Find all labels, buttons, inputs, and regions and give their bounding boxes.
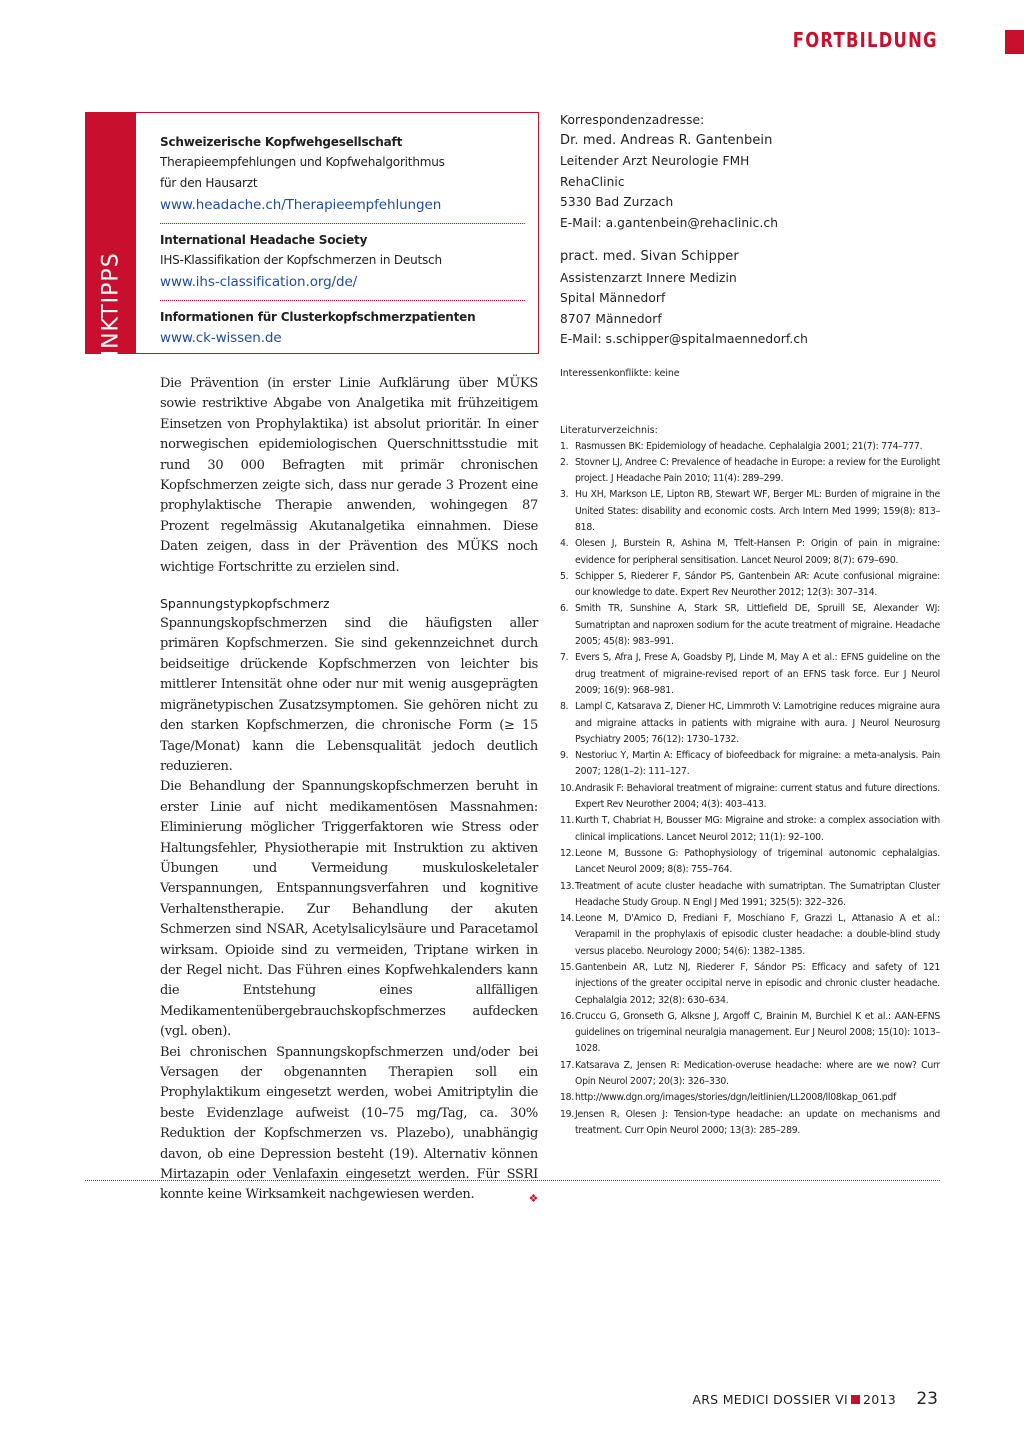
reference-text: Nestoriuc Y, Martin A: Efficacy of biofeedback for migraine: a meta-analysis. Pain 2007; 128(1–2): 111–127. — [575, 750, 940, 778]
reference-text: Evers S, Afra J, Frese A, Goadsby PJ, Linde M, May A et al.: EFNS guideline on the drug treatment of migraine-revised report of an EFNS task force. Eur J Neurol 2009; 16(9): 968–981. — [575, 652, 940, 696]
reference-number: 9. — [560, 750, 569, 762]
reference-text: Smith TR, Sunshine A, Stark SR, Littlefield DE, Spruill SE, Alexander WJ: Sumatriptan and naproxen sodium for the acute treatment of migraine. Headache 2005; 45(8): 983–991. — [575, 603, 940, 648]
reference-number: 4. — [560, 538, 569, 550]
reference-item — [560, 748, 940, 781]
reference-number: 13. — [560, 880, 575, 892]
linktip-entry — [160, 307, 525, 356]
linktip-name: Informationen für Clusterkopfschmerzpatienten — [160, 310, 476, 324]
section-title: FORTBILDUNG — [793, 28, 938, 52]
section-heading: Spannungstypkopfschmerz — [160, 596, 330, 612]
sidebar-column — [560, 110, 940, 1139]
linktip-name: International Headache Society — [160, 233, 368, 247]
reference-text: Jensen R, Olesen J: Tension-type headache: an update on mechanisms and treatment. Curr Opin Neurol 2000; 13(3): 285–289. — [575, 1108, 940, 1136]
reference-number: 3. — [560, 489, 569, 501]
reference-number: 7. — [560, 652, 569, 664]
end-mark-icon: ❖ — [528, 1192, 538, 1206]
reference-item — [560, 699, 940, 748]
reference-text: Stovner LJ, Andree C: Prevalence of headache in Europe: a review for the Eurolight project. J Headache Pain 2010; 11(4): 289–299. — [575, 456, 940, 485]
reference-number: 12. — [560, 847, 575, 859]
address-line: Leitender Arzt Neurologie FMH — [560, 154, 750, 168]
references-title: Literaturverzeichnis: — [560, 424, 658, 436]
reference-item — [560, 536, 940, 569]
linktip-desc: Therapieempfehlungen und Kopfwehalgorithmus — [160, 155, 445, 169]
conflicts-of-interest: Interessenkonflikte: keine — [560, 367, 680, 379]
linktip-name: Schweizerische Kopfwehgesellschaft — [160, 135, 403, 149]
address-line: RehaClinic — [560, 174, 625, 189]
reference-item — [560, 1090, 940, 1106]
email-link[interactable]: E-Mail: a.gantenbein@rehaclinic.ch — [560, 215, 779, 230]
linktips-tab — [86, 113, 136, 370]
reference-number: 8. — [560, 701, 569, 713]
linktips-box — [85, 112, 539, 370]
reference-number: 6. — [560, 603, 569, 615]
linktips-list — [160, 132, 525, 356]
reference-number: 5. — [560, 570, 569, 582]
reference-number: 14. — [560, 913, 575, 925]
address-line: Assistenzarzt Innere Medizin — [560, 270, 737, 285]
reference-number: 17. — [560, 1059, 575, 1071]
reference-text: Leone M, D'Amico D, Frediani F, Moschiano F, Grazzi L, Attanasio A et al.: Verapamil in the prophylaxis of episodic cluster headache: a double-blind study versus placebo. Neurology 2000; 54(6): 1382–1385. — [575, 913, 940, 957]
reference-item — [560, 650, 940, 699]
section-marker — [1005, 30, 1024, 54]
reference-item — [560, 813, 940, 846]
paragraph — [160, 1043, 538, 1206]
square-bullet-icon — [851, 1395, 860, 1404]
reference-text: Rasmussen BK: Epidemiology of headache. Cephalalgia 2001; 21(7): 774–777. — [575, 440, 923, 452]
correspondence-person-1 — [560, 131, 940, 234]
author-name: Dr. med. Andreas R. Gantenbein — [560, 132, 773, 148]
reference-item — [560, 781, 940, 814]
reference-item — [560, 455, 940, 488]
paragraph: Die Prävention (in erster Linie Aufklärung über MÜKS sowie restriktive Abgabe von Analgetika mit frühzeitigem Einsetzen von Prophylaktika) ist absolut prioritär. In einer norwegischen epidemiologischen Querschnittsstudie mit rund 30 000 Befragten mit primär chronischen Kopfschmerzen zeigte sich, dass nur gerade 3 Prozent eine prophylaktische Therapie anwenden, wohingegen 87 Prozent regelmässig Akutanalgetika einnahmen. Diese Daten zeigen, dass in der Prävention des MÜKS noch wichtige Fortschritte zu erzielen sind. — [160, 376, 538, 575]
reference-text: Cruccu G, Gronseth G, Alksne J, Argoff C, Brainin M, Burchiel K et al.: AAN-EFNS guidelines on trigeminal neuralgia management. Eur J Neurol 2008; 15(10): 1013–1028. — [575, 1010, 940, 1055]
reference-item — [560, 846, 940, 879]
author-name: pract. med. Sivan Schipper — [560, 249, 739, 264]
reference-text: Schipper S, Riederer F, Sándor PS, Gantenbein AR: Acute confusional migraine: our knowledge to date. Expert Rev Neurother 2012; 12(3): 307–314. — [575, 570, 940, 599]
reference-number: 19. — [560, 1108, 575, 1120]
reference-text: Leone M, Bussone G: Pathophysiology of trigeminal autonomic cephalalgias. Lancet Neurol 2009; 8(8): 755–764. — [575, 847, 940, 876]
reference-item — [560, 1058, 940, 1091]
reference-item — [560, 1107, 940, 1140]
reference-text: Lampl C, Katsarava Z, Diener HC, Limmroth V: Lamotrigine reduces migraine aura and migraine attacks in patients with migraine with aura. J Neurol Neurosurg Psychiatry 2005; 76(12): 1730–1732. — [575, 701, 940, 745]
reference-number: 10. — [560, 782, 575, 794]
address-line: 5330 Bad Zurzach — [560, 195, 674, 209]
reference-text: Olesen J, Burstein R, Ashina M, Tfelt-Hansen P: Origin of pain in migraine: evidence for peripheral sensitisation. Lancet Neurol 2009; 8(7): 679–690. — [575, 538, 940, 566]
reference-number: 16. — [560, 1010, 575, 1022]
footer-divider — [85, 1180, 940, 1181]
reference-text: Gantenbein AR, Lutz NJ, Riederer F, Sándor PS: Efficacy and safety of 121 injections of the greater occipital nerve in episodic and chronic cluster headache. Cephalalgia 2012; 32(8): 630–634. — [575, 962, 940, 1006]
reference-item — [560, 601, 940, 650]
reference-number: 18. — [560, 1092, 575, 1104]
reference-text: http://www.dgn.org/images/stories/dgn/leitlinien/LL2008/ll08kap_061.pdf — [575, 1092, 897, 1104]
reference-text: Andrasik F: Behavioral treatment of migraine: current status and future directions. Expert Rev Neurother 2004; 4(3): 403–413. — [575, 782, 940, 811]
reference-number: 11. — [560, 815, 575, 827]
linktip-entry — [160, 230, 525, 301]
reference-number: 1. — [560, 440, 569, 452]
footer-journal — [692, 1392, 896, 1407]
linktip-desc: IHS-Klassifikation der Kopfschmerzen in Deutsch — [160, 253, 442, 267]
linktip-url[interactable]: www.headache.ch/Therapieempfehlungen — [160, 197, 442, 213]
linktip-desc: für den Hausarzt — [160, 176, 258, 190]
page-number: 23 — [916, 1389, 938, 1409]
reference-item — [560, 960, 940, 1009]
email-link[interactable]: E-Mail: s.schipper@spitalmaennedorf.ch — [560, 332, 808, 346]
journal-name: ARS MEDICI DOSSIER VI — [692, 1392, 848, 1407]
reference-text: Katsarava Z, Jensen R: Medication-overuse headache: where are we now? Curr Opin Neurol 2007; 20(3): 326–330. — [575, 1059, 940, 1088]
linktips-tab-label: LINKTIPPS — [98, 252, 124, 370]
reference-item — [560, 569, 940, 602]
address-line: Spital Männedorf — [560, 291, 666, 305]
correspondence-label: Korrespondenzadresse: — [560, 113, 705, 127]
paragraph: Spannungskopfschmerzen sind die häufigsten aller primären Kopfschmerzen. Sie sind gekennzeichnet durch beidseitige drückende Kopfschmerzen von leichter bis mittlerer Intensität ohne oder nur mit wenig ausgeprägten migränetypischen Zusatzsymptomen. Sie gehören nicht zu den starken Kopfschmerzen, die chronische Form (≥ 15 Tage/Monat) kann die Lebensqualität jedoch deutlich reduzieren. — [160, 616, 538, 774]
reference-item — [560, 1009, 940, 1058]
paragraph: Die Behandlung der Spannungskopfschmerzen beruht in erster Linie auf nicht medikamentösen Massnahmen: Eliminierung möglicher Triggerfaktoren wie Stress oder Haltungsfehler, Physiotherapie mit Instruktion zu aktiven Übungen und Vermeidung muskuloskeletaler Verspannungen, Entspannungsverfahren und kognitive Verhaltenstherapie. Zur Behandlung der akuten Schmerzen sind NSAR, Acetylsalicylsäure und Paracetamol wirksam. Opioide sind zu vermeiden, Triptane wirken in der Regel nicht. Das Führen eines Kopfwehkalenders kann die Entstehung eines allfälligen Medikamentenübergebrauchskopfschmerzes aufdecken (vgl. oben). — [160, 779, 538, 1040]
reference-item — [560, 487, 940, 536]
linktip-entry — [160, 132, 525, 224]
article-body — [160, 374, 538, 1210]
reference-item — [560, 439, 940, 455]
address-line: 8707 Männedorf — [560, 311, 662, 326]
reference-text: Kurth T, Chabriat H, Bousser MG: Migraine and stroke: a complex association with clinical implications. Lancet Neurol 2012; 11(1): 92–100. — [575, 815, 940, 843]
linktip-url[interactable]: www.ck-wissen.de — [160, 330, 282, 346]
reference-number: 15. — [560, 962, 575, 973]
reference-text: Hu XH, Markson LE, Lipton RB, Stewart WF, Berger ML: Burden of migraine in the United States: disability and economic costs. Arch Intern Med 1999; 159(8): 813–818. — [575, 489, 940, 533]
linktip-url[interactable]: www.ihs-classification.org/de/ — [160, 274, 358, 290]
correspondence-person-2 — [560, 247, 940, 350]
reference-text: Treatment of acute cluster headache with sumatriptan. The Sumatriptan Cluster Headache Study Group. N Engl J Med 1991; 325(5): 322–326. — [575, 880, 940, 908]
references-list — [560, 439, 940, 1140]
reference-item — [560, 911, 940, 960]
journal-year: 2013 — [862, 1392, 896, 1407]
reference-number: 2. — [560, 456, 569, 468]
reference-item — [560, 879, 940, 912]
paragraph-text: Bei chronischen Spannungskopfschmerzen und/oder bei Versagen der obgenannten Therapien soll ein Prophylaktikum eingesetzt werden, wobei Amitriptylin die beste Evidenzlage aufweist (10–75 mg/Tag, ca. 30% Reduktion der Kopfschmerzen vs. Plazebo), unabhängig davon, ob eine Depression besteht (19). Alternativ können Mirtazapin oder Venlafaxin eingesetzt werden. Für SSRI konnte keine Wirksamkeit nachgewiesen werden. — [160, 1044, 538, 1203]
